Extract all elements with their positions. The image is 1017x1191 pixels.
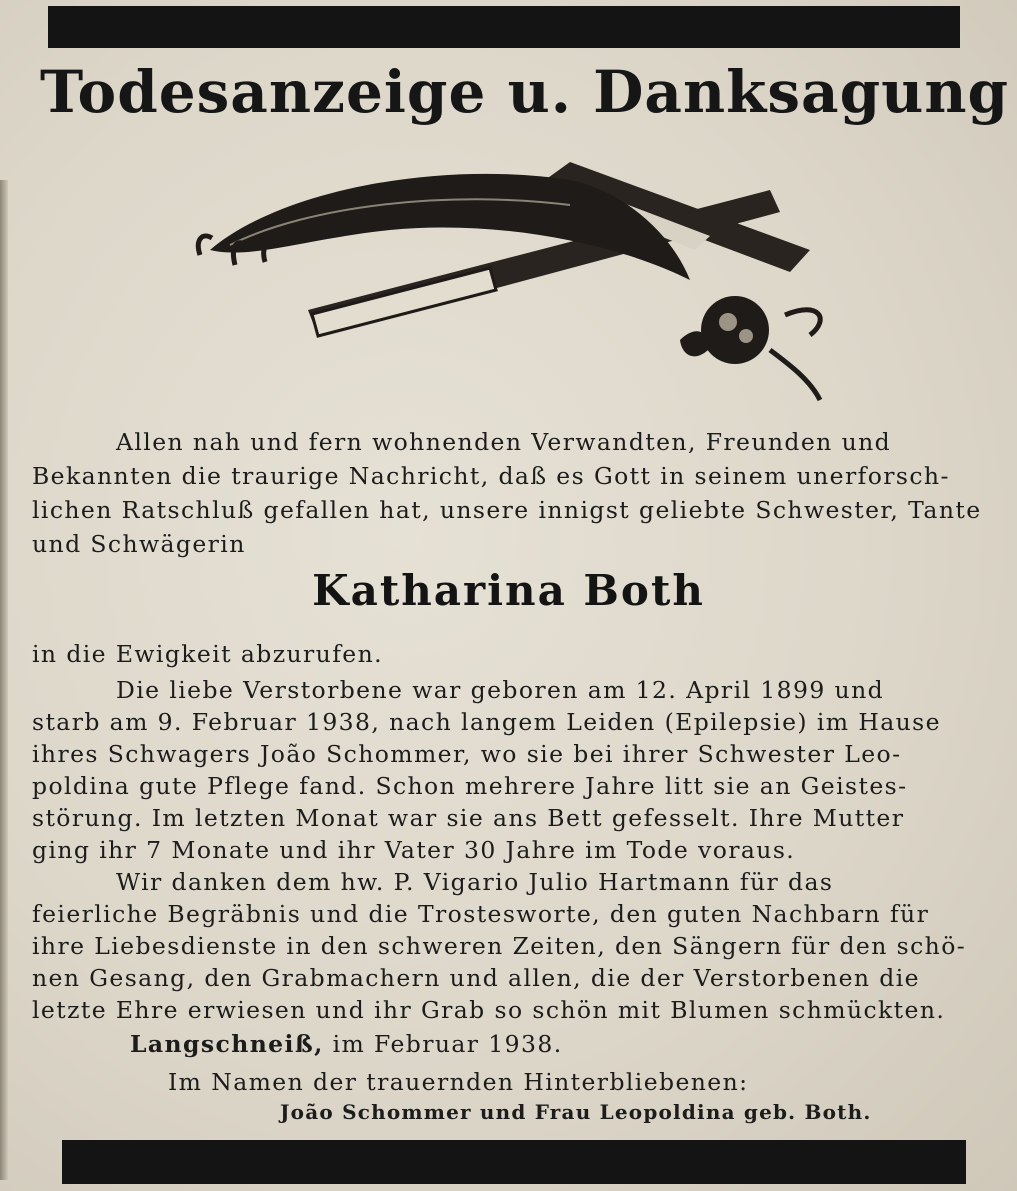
body-line: starb am 9. Februar 1938, nach langem Leiden (Epilepsie) im Hause (32, 708, 941, 736)
notice-headline: Todesanzeige u. Danksagung (40, 58, 1010, 126)
body-line: feierliche Begräbnis und die Trostesworte, den guten Nachbarn für (32, 900, 930, 928)
signoff-names: João Schommer und Frau Leopoldina geb. Both. (280, 1100, 872, 1124)
body-line: ihre Liebesdienste in den schweren Zeiten, den Sängern für den schö- (32, 932, 967, 960)
bottom-border-rule (62, 1140, 966, 1184)
body-line: poldina gute Pflege fand. Schon mehrere Jahre litt sie an Geistes- (32, 772, 908, 800)
place-date-line (130, 1030, 563, 1058)
top-border-rule (48, 6, 960, 48)
intro-line: Allen nah und fern wohnenden Verwandten, Freunden und (116, 428, 892, 456)
body-line: ging ihr 7 Monate und ihr Vater 30 Jahre im Tode voraus. (32, 836, 796, 864)
intro-line: Bekannten die traurige Nachricht, daß es Gott in seinem unerforsch- (32, 462, 950, 490)
body-line: störung. Im letzten Monat war sie ans Bett gefesselt. Ihre Mutter (32, 804, 905, 832)
body-line: Wir danken dem hw. P. Vigario Julio Hartmann für das (116, 868, 834, 896)
body-line: nen Gesang, den Grabmachern und allen, die der Verstorbenen die (32, 964, 920, 992)
signoff-intro: Im Namen der trauernden Hinterbliebenen: (168, 1068, 749, 1096)
intro-line: und Schwägerin (32, 530, 246, 558)
body-line: ihres Schwagers João Schommer, wo sie bei ihrer Schwester Leo- (32, 740, 902, 768)
cross-palm-frond-illustration (190, 150, 840, 410)
place-name: Langschneiß, (130, 1030, 324, 1058)
after-name-line: in die Ewigkeit abzurufen. (32, 640, 384, 668)
paper-edge (0, 180, 8, 1180)
deceased-name: Katharina Both (312, 566, 705, 615)
body-line: letzte Ehre erwiesen und ihr Grab so schön mit Blumen schmückten. (32, 996, 946, 1024)
date-text: im Februar 1938. (332, 1030, 563, 1058)
intro-line: lichen Ratschluß gefallen hat, unsere innigst geliebte Schwester, Tante (32, 496, 982, 524)
body-line: Die liebe Verstorbene war geboren am 12. April 1899 und (116, 676, 885, 704)
